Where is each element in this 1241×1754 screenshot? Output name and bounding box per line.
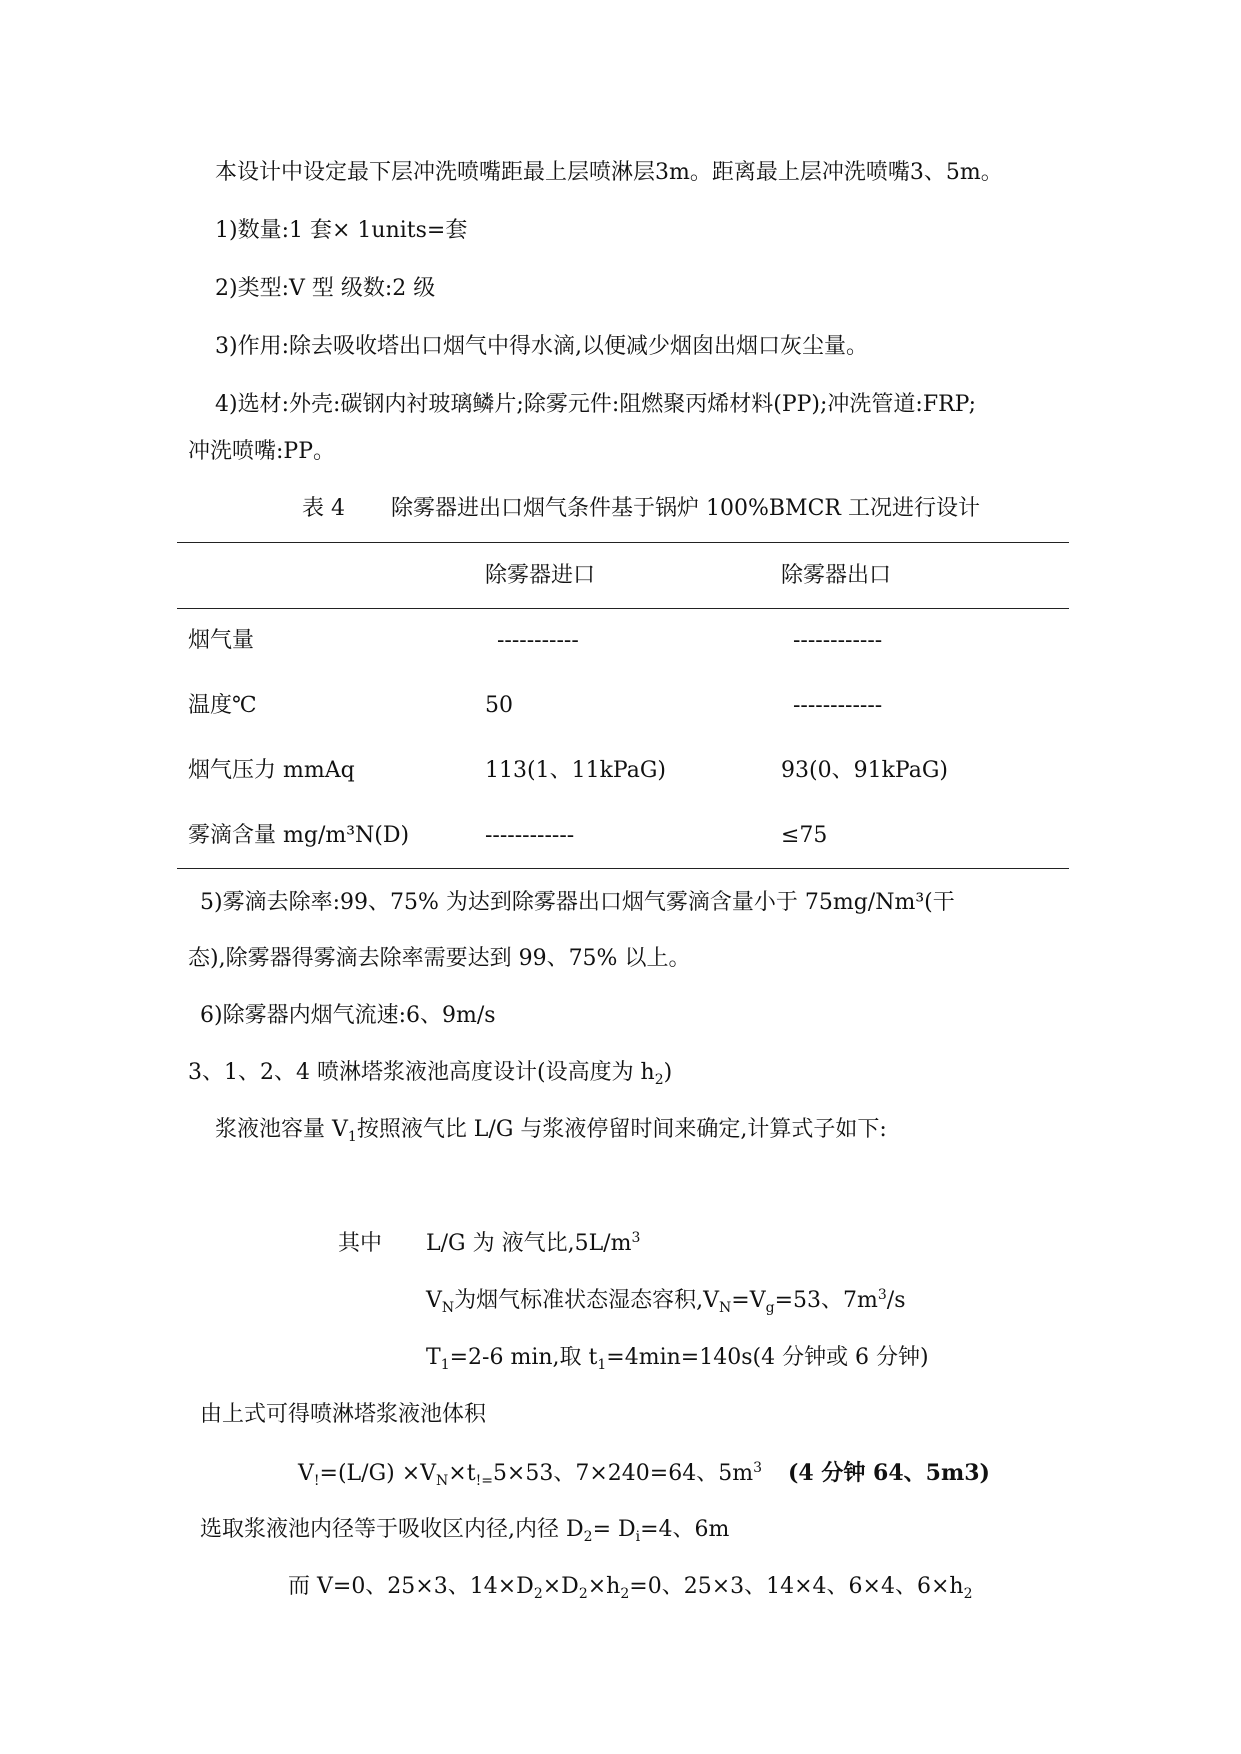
veq-sub3: 2 [620, 1586, 630, 1602]
table-header-cell: 除雾器出口 [781, 563, 892, 588]
veq-sub2: 2 [578, 1586, 588, 1602]
diameter-b: = D [592, 1517, 636, 1542]
table-cell: ≤75 [781, 823, 828, 848]
volume-intro-b: 按照液气比 L/G 与浆液停留时间来确定,计算式子如下: [356, 1117, 887, 1142]
formula-sub1: ! [313, 1473, 320, 1489]
where-lg-text: L/G 为 液气比,5L/m [426, 1231, 632, 1256]
formula-c: ×t [448, 1461, 476, 1486]
where-t-b: =2-6 min,取 t [449, 1345, 598, 1370]
veq-a: 而 V=0、25×3、14×D [288, 1574, 534, 1599]
table-top-rule [177, 542, 1069, 543]
where-vn [426, 1286, 906, 1316]
where-t-c: =4min=140s(4 分钟或 6 分钟) [606, 1345, 929, 1370]
table-cell: ------------ [793, 628, 883, 653]
section-heading-sub: 2 [654, 1072, 664, 1088]
table-cell: 50 [485, 693, 513, 718]
volume-intro-sub: 1 [347, 1129, 357, 1145]
where-vn-sub2: N [719, 1300, 732, 1316]
where-time [426, 1343, 929, 1373]
where-t-a: T [426, 1345, 441, 1370]
table-caption [302, 494, 980, 524]
where-lg [426, 1229, 640, 1259]
table-header-cell: 除雾器进口 [485, 563, 596, 588]
item-quantity: 1)数量:1 套× 1units=套 [215, 218, 468, 243]
formula-sub3: != [475, 1473, 493, 1489]
table-cell: ------------ [793, 693, 883, 718]
where-vn-d: =53、7m [774, 1288, 878, 1313]
formula-d: 5×53、7×240=64、5m [492, 1461, 754, 1486]
table-cell: ------------ [485, 823, 575, 848]
formula-sup: 3 [753, 1460, 762, 1476]
veq-sub1: 2 [533, 1586, 543, 1602]
section-heading-tail: ) [663, 1060, 673, 1085]
removal-rate-line1: 5)雾滴去除率:99、75% 为达到除雾器出口烟气雾滴含量小于 75mg/Nm³(干 [200, 890, 955, 915]
diameter-sub1: 2 [583, 1529, 593, 1545]
item-material-line1: 4)选材:外壳:碳钢内衬玻璃鳞片;除雾元件:阻燃聚丙烯材料(PP);冲洗管道:FRP; [215, 392, 977, 417]
diameter-line [200, 1515, 729, 1545]
volume-equation [288, 1572, 973, 1602]
table-cell: 烟气压力 mmAq [188, 758, 355, 783]
formula-a: V [298, 1461, 314, 1486]
table-cell: 93(0、91kPaG) [781, 758, 948, 783]
section-heading [188, 1058, 672, 1088]
where-lg-sup: 3 [631, 1230, 641, 1246]
table-caption-text: 除雾器进出口烟气条件基于锅炉 100%BMCR 工况进行设计 [391, 496, 980, 521]
veq-b: ×D [542, 1574, 579, 1599]
item-function: 3)作用:除去吸收塔出口烟气中得水滴,以便减少烟囱出烟口灰尘量。 [215, 334, 868, 359]
item-type: 2)类型:V 型 级数:2 级 [215, 276, 436, 301]
where-vn-a: V [426, 1288, 442, 1313]
table-header-rule [177, 608, 1069, 609]
intro-paragraph: 本设计中设定最下层冲洗喷嘴距最上层喷淋层3m。距离最上层冲洗喷嘴3、5m。 [215, 160, 1003, 185]
where-label: 其中 [338, 1231, 383, 1256]
formula-sub2: N [436, 1473, 449, 1489]
table-caption-label: 表 4 [302, 496, 345, 521]
table-cell: 温度℃ [188, 693, 257, 718]
table-cell: ----------- [497, 628, 579, 653]
item-material-line2: 冲洗喷嘴:PP。 [188, 439, 336, 464]
volume-intro [215, 1115, 887, 1145]
veq-sub4: 2 [963, 1586, 973, 1602]
formula-b: =(L/G) ×V [319, 1461, 437, 1486]
result-intro: 由上式可得喷淋塔浆液池体积 [200, 1402, 487, 1427]
where-vn-b: 为烟气标准状态湿态容积,V [454, 1288, 720, 1313]
where-t-sub2: 1 [597, 1357, 607, 1373]
table-cell: 113(1、11kPaG) [485, 758, 666, 783]
diameter-c: =4、6m [640, 1517, 730, 1542]
where-vn-e: /s [886, 1288, 906, 1313]
where-vn-sub3: g [765, 1300, 775, 1316]
where-t-sub1: 1 [440, 1357, 450, 1373]
diameter-a: 选取浆液池内径等于吸收区内径,内径 D [200, 1517, 584, 1542]
where-vn-c: =V [731, 1288, 766, 1313]
removal-rate-line2: 态),除雾器得雾滴去除率需要达到 99、75% 以上。 [188, 946, 691, 971]
table-cell: 雾滴含量 mg/m³N(D) [188, 823, 410, 848]
table-bottom-rule [177, 868, 1069, 869]
where-vn-sup: 3 [877, 1287, 887, 1303]
volume-intro-a: 浆液池容量 V [215, 1117, 348, 1142]
section-heading-text: 3、1、2、4 喷淋塔浆液池高度设计(设高度为 h [188, 1060, 655, 1085]
formula-bold-note: (4 分钟 64、5m3) [788, 1460, 990, 1486]
volume-formula [298, 1458, 990, 1489]
flow-velocity: 6)除雾器内烟气流速:6、9m/s [200, 1003, 496, 1028]
where-vn-sub1: N [441, 1300, 455, 1316]
veq-d: =0、25×3、14×4、6×4、6×h [629, 1574, 964, 1599]
table-cell: 烟气量 [188, 628, 255, 653]
diameter-sub2: i [635, 1529, 641, 1545]
veq-c: ×h [587, 1574, 621, 1599]
